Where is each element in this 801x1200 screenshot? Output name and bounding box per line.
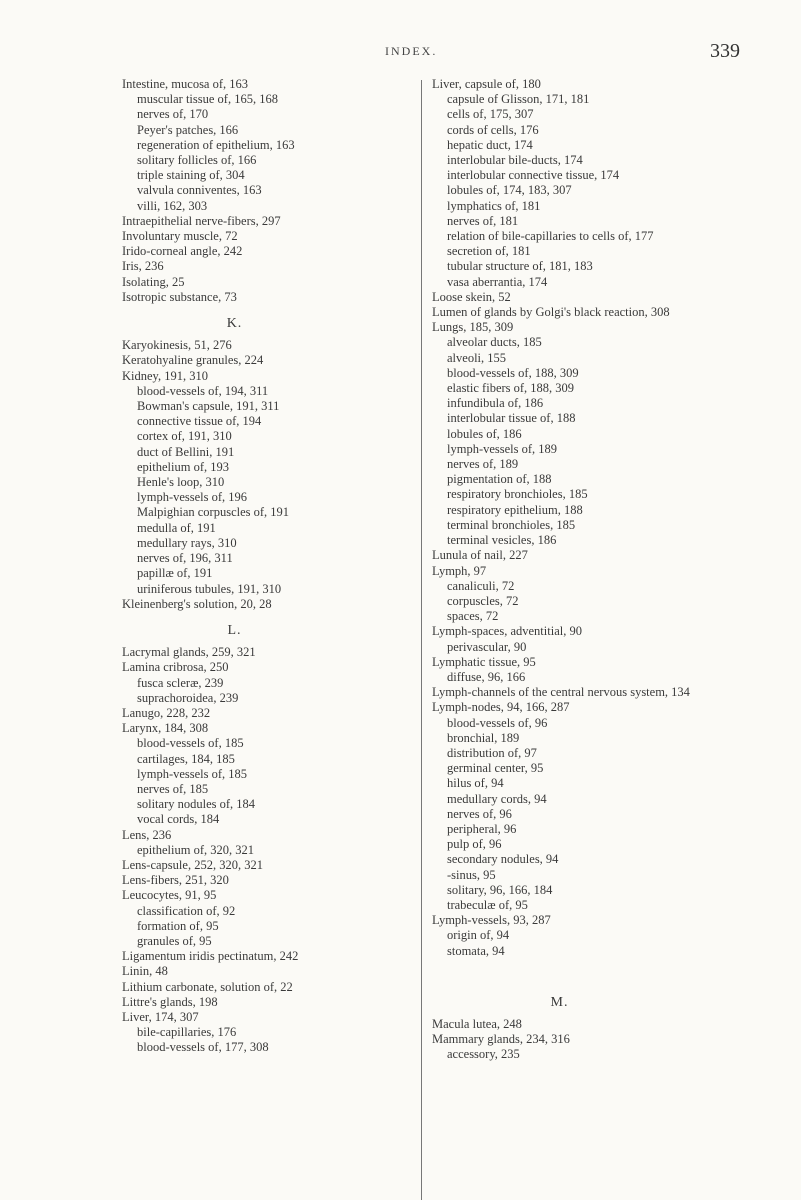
index-subentry: bronchial, 189 — [447, 730, 520, 745]
index-subentry: papillæ of, 191 — [137, 566, 213, 581]
index-subentry: regeneration of epithelium, 163 — [137, 137, 295, 152]
index-entry: Lungs, 185, 309 — [432, 320, 514, 335]
page-header — [0, 40, 801, 70]
index-subentry: capsule of Glisson, 171, 181 — [447, 92, 590, 107]
index-subentry: perivascular, 90 — [447, 639, 527, 654]
index-subentry: pigmentation of, 188 — [447, 472, 552, 487]
section-letter-heading: L. — [227, 622, 242, 638]
index-entry: Isotropic substance, 73 — [122, 289, 237, 304]
index-entry: Ligamentum iridis pectinatum, 242 — [122, 949, 299, 964]
column-divider — [421, 80, 422, 1200]
index-subentry: secretion of, 181 — [447, 244, 531, 259]
index-entry: Lithium carbonate, solution of, 22 — [122, 979, 293, 994]
index-entry: Lymphatic tissue, 95 — [432, 654, 536, 669]
index-entry: Irido-corneal angle, 242 — [122, 244, 243, 259]
index-subentry: blood-vessels of, 185 — [137, 736, 244, 751]
index-entry: Lens-capsule, 252, 320, 321 — [122, 857, 263, 872]
index-subentry: lymph-vessels of, 185 — [137, 766, 248, 781]
index-entry: Liver, capsule of, 180 — [432, 77, 541, 91]
index-subentry: granules of, 95 — [137, 933, 212, 948]
index-subentry: epithelium of, 320, 321 — [137, 842, 254, 857]
index-entry: Linin, 48 — [122, 964, 168, 979]
index-subentry: canaliculi, 72 — [447, 578, 515, 593]
index-entry: Intraepithelial nerve-fibers, 297 — [122, 213, 281, 228]
index-subentry: fusca scleræ, 239 — [137, 675, 224, 690]
index-subentry: valvula conniventes, 163 — [137, 183, 262, 198]
section-letter-heading: M. — [550, 994, 569, 1010]
index-subentry: respiratory epithelium, 188 — [447, 502, 583, 517]
index-entry: Lymph-spaces, adventitial, 90 — [432, 624, 582, 639]
index-entry: Kleinenberg's solution, 20, 28 — [122, 596, 272, 611]
index-subentry: alveoli, 155 — [447, 350, 507, 365]
index-subentry: tubular structure of, 181, 183 — [447, 259, 593, 274]
index-subentry: respiratory bronchioles, 185 — [447, 487, 588, 502]
index-subentry: medulla of, 191 — [137, 520, 216, 535]
index-subentry: suprachoroidea, 239 — [137, 690, 239, 705]
index-subentry: solitary, 96, 166, 184 — [447, 882, 553, 897]
index-subentry: blood-vessels of, 194, 311 — [137, 383, 269, 398]
index-subentry: infundibula of, 186 — [447, 396, 544, 411]
index-subentry: muscular tissue of, 165, 168 — [137, 92, 278, 107]
index-subentry: alveolar ducts, 185 — [447, 335, 542, 350]
index-subentry: peripheral, 96 — [447, 821, 517, 836]
index-entry: Leucocytes, 91, 95 — [122, 888, 217, 903]
index-subentry: triple staining of, 304 — [137, 168, 245, 183]
index-subentry: pulp of, 96 — [447, 837, 502, 852]
index-entry: Lunula of nail, 227 — [432, 548, 528, 563]
index-subentry: stomata, 94 — [447, 943, 505, 958]
index-subentry: nerves of, 185 — [137, 781, 209, 796]
index-subentry: nerves of, 170 — [137, 107, 209, 122]
index-subentry: duct of Bellini, 191 — [137, 444, 235, 459]
index-subentry: spaces, 72 — [447, 609, 499, 624]
index-subentry: nerves of, 96 — [447, 806, 512, 821]
index-entry: Lens-fibers, 251, 320 — [122, 873, 229, 888]
index-subentry: villi, 162, 303 — [137, 198, 208, 213]
running-title: INDEX. — [385, 44, 438, 58]
index-subentry: cartilages, 184, 185 — [137, 751, 235, 766]
index-entry: Lumen of glands by Golgi's black reaction, 308 — [432, 305, 670, 320]
index-entry: Mammary glands, 234, 316 — [432, 1032, 570, 1047]
index-subentry: solitary follicles of, 166 — [137, 153, 257, 168]
index-subentry: lymphatics of, 181 — [447, 198, 541, 213]
index-entry: Karyokinesis, 51, 276 — [122, 338, 232, 353]
index-entry: Lymph-nodes, 94, 166, 287 — [432, 700, 570, 715]
index-entry: Lamina cribrosa, 250 — [122, 660, 229, 675]
index-subentry: secondary nodules, 94 — [447, 852, 559, 867]
index-entry: Lacrymal glands, 259, 321 — [122, 645, 256, 660]
index-entry: Lymph-channels of the central nervous system, 134 — [432, 685, 690, 700]
index-subentry: Bowman's capsule, 191, 311 — [137, 399, 280, 414]
index-subentry: Henle's loop, 310 — [137, 475, 225, 490]
index-subentry: solitary nodules of, 184 — [137, 797, 256, 812]
index-subentry: nerves of, 181 — [447, 213, 519, 228]
index-subentry: blood-vessels of, 177, 308 — [137, 1040, 269, 1055]
page-number: 339 — [710, 40, 740, 62]
index-subentry: trabeculæ of, 95 — [447, 897, 528, 912]
index-subentry: lymph-vessels of, 189 — [447, 441, 558, 456]
index-subentry: cords of cells, 176 — [447, 122, 539, 137]
index-subentry: terminal bronchioles, 185 — [447, 517, 576, 532]
index-subentry: diffuse, 96, 166 — [447, 669, 526, 684]
index-subentry: cells of, 175, 307 — [447, 107, 534, 122]
index-subentry: origin of, 94 — [447, 928, 510, 943]
index-subentry: connective tissue of, 194 — [137, 414, 262, 429]
index-subentry: bile-capillaries, 176 — [137, 1025, 237, 1040]
index-subentry: vasa aberrantia, 174 — [447, 274, 548, 289]
index-subentry: lobules of, 186 — [447, 426, 522, 441]
index-entry: Lymph, 97 — [432, 563, 487, 578]
index-subentry: elastic fibers of, 188, 309 — [447, 381, 575, 396]
index-subentry: corpuscles, 72 — [447, 593, 519, 608]
index-subentry: nerves of, 196, 311 — [137, 551, 233, 566]
index-subentry: relation of bile-capillaries to cells of, 177 — [447, 229, 654, 244]
index-subentry: distribution of, 97 — [447, 745, 537, 760]
index-subentry: -sinus, 95 — [447, 867, 496, 882]
index-entry: Kidney, 191, 310 — [122, 368, 208, 383]
index-entry: Keratohyaline granules, 224 — [122, 353, 264, 368]
index-subentry: classification of, 92 — [137, 903, 236, 918]
index-entry: Littre's glands, 198 — [122, 994, 218, 1009]
index-subentry: blood-vessels of, 188, 309 — [447, 365, 579, 380]
index-subentry: hilus of, 94 — [447, 776, 504, 791]
index-subentry: Malpighian corpuscles of, 191 — [137, 505, 290, 520]
section-letter-heading: K. — [226, 316, 243, 332]
index-entry: Iris, 236 — [122, 259, 164, 274]
index-subentry: lobules of, 174, 183, 307 — [447, 183, 572, 198]
index-subentry: nerves of, 189 — [447, 457, 519, 472]
index-entry: Macula lutea, 248 — [432, 1016, 522, 1031]
index-entry: Lens, 236 — [122, 827, 172, 842]
index-subentry: terminal vesicles, 186 — [447, 533, 557, 548]
index-subentry: lymph-vessels of, 196 — [137, 490, 248, 505]
index-entry: Isolating, 25 — [122, 274, 185, 289]
index-entry: Involuntary muscle, 72 — [122, 229, 238, 244]
index-subentry: blood-vessels of, 96 — [447, 715, 548, 730]
index-entry: Lanugo, 228, 232 — [122, 705, 211, 720]
index-subentry: interlobular tissue of, 188 — [447, 411, 576, 426]
index-subentry: accessory, 235 — [447, 1047, 520, 1062]
index-entry: Intestine, mucosa of, 163 — [122, 77, 249, 91]
index-subentry: formation of, 95 — [137, 918, 219, 933]
index-column-left — [122, 77, 407, 1056]
index-subentry: Peyer's patches, 166 — [137, 122, 239, 137]
index-column-right — [432, 77, 777, 1063]
index-entry: Loose skein, 52 — [432, 289, 511, 304]
index-entry: Lymph-vessels, 93, 287 — [432, 913, 551, 928]
index-subentry: germinal center, 95 — [447, 761, 544, 776]
index-subentry: interlobular connective tissue, 174 — [447, 168, 620, 183]
index-subentry: epithelium of, 193 — [137, 459, 229, 474]
index-subentry: uriniferous tubules, 191, 310 — [137, 581, 282, 596]
index-subentry: interlobular bile-ducts, 174 — [447, 153, 583, 168]
index-entry: Liver, 174, 307 — [122, 1009, 199, 1024]
index-subentry: hepatic duct, 174 — [447, 137, 533, 152]
index-entry: Larynx, 184, 308 — [122, 721, 209, 736]
index-subentry: medullary cords, 94 — [447, 791, 547, 806]
index-subentry: medullary rays, 310 — [137, 535, 237, 550]
index-subentry: vocal cords, 184 — [137, 812, 220, 827]
index-subentry: cortex of, 191, 310 — [137, 429, 232, 444]
